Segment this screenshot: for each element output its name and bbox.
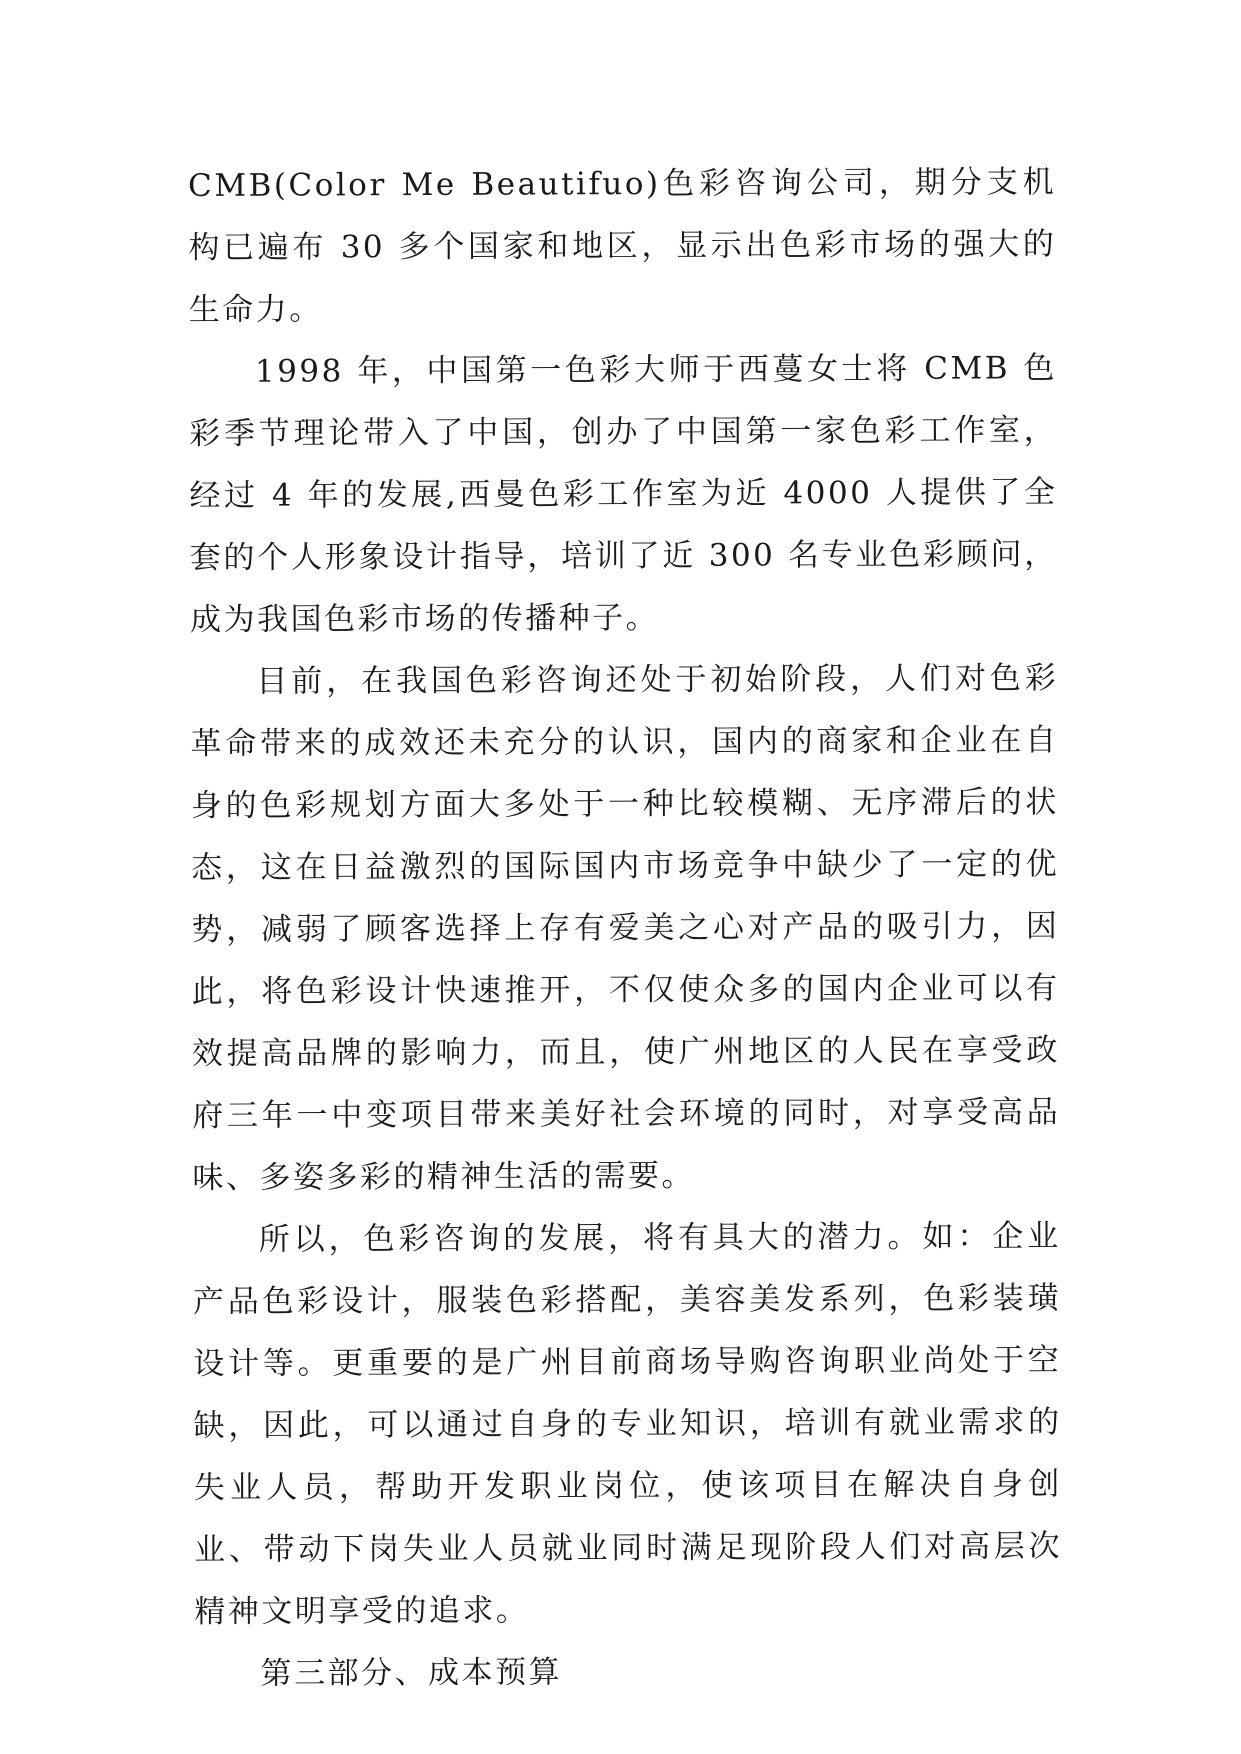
paragraph-potential: 所以，色彩咨询的发展，将有具大的潜力。如：企业产品色彩设计，服装色彩搭配，美容美发系列，色彩装璜设计等。更重要的是广州目前商场导购咨询职业尚处于空缺，因此，可以通过自身的专业知识，培训有就业需求的失业人员，帮助开发职业岗位，使该项目在解决自身创业、带动下岗失业人员就业同时满足现阶段人们对高层次精神文明享受的追求。 (192, 1218, 1063, 1630)
document-body (188, 151, 1063, 1705)
paragraph-cmb-intro: CMB(Color Me Beautifuo)色彩咨询公司，期分支机构已遍布 30 多个国家和地区，显示出色彩市场的强大的生命力。 (188, 164, 1057, 328)
paragraph-1998-history: 1998 年，中国第一色彩大师于西蔓女士将 CMB 色彩季节理论带入了中国，创办了中国第一家色彩工作室，经过 4 年的发展,西曼色彩工作室为近 4000 人提供了全套的个人形象设计指导，培训了近 300 名专业色彩顾问，成为我国色彩市场的传播种子。 (189, 350, 1058, 638)
paragraph-current-status: 目前，在我国色彩咨询还处于初始阶段，人们对色彩革命带来的成效还未充分的认识，国内的商家和企业在自身的色彩规划方面大多处于一种比较模糊、无序滞后的状态，这在日益激烈的国际国内市场竞争中缺少了一定的优势，减弱了顾客选择上存有爱美之心对产品的吸引力，因此，将色彩设计快速推开，不仅使众多的国内企业可以有效提高品牌的影响力，而且，使广州地区的人民在享受政府三年一中变项目带来美好社会环境的同时，对享受高品味、多姿多彩的精神生活的需要。 (190, 660, 1061, 1196)
section-heading-cost-budget: 第三部分、成本预算 (260, 1654, 563, 1692)
